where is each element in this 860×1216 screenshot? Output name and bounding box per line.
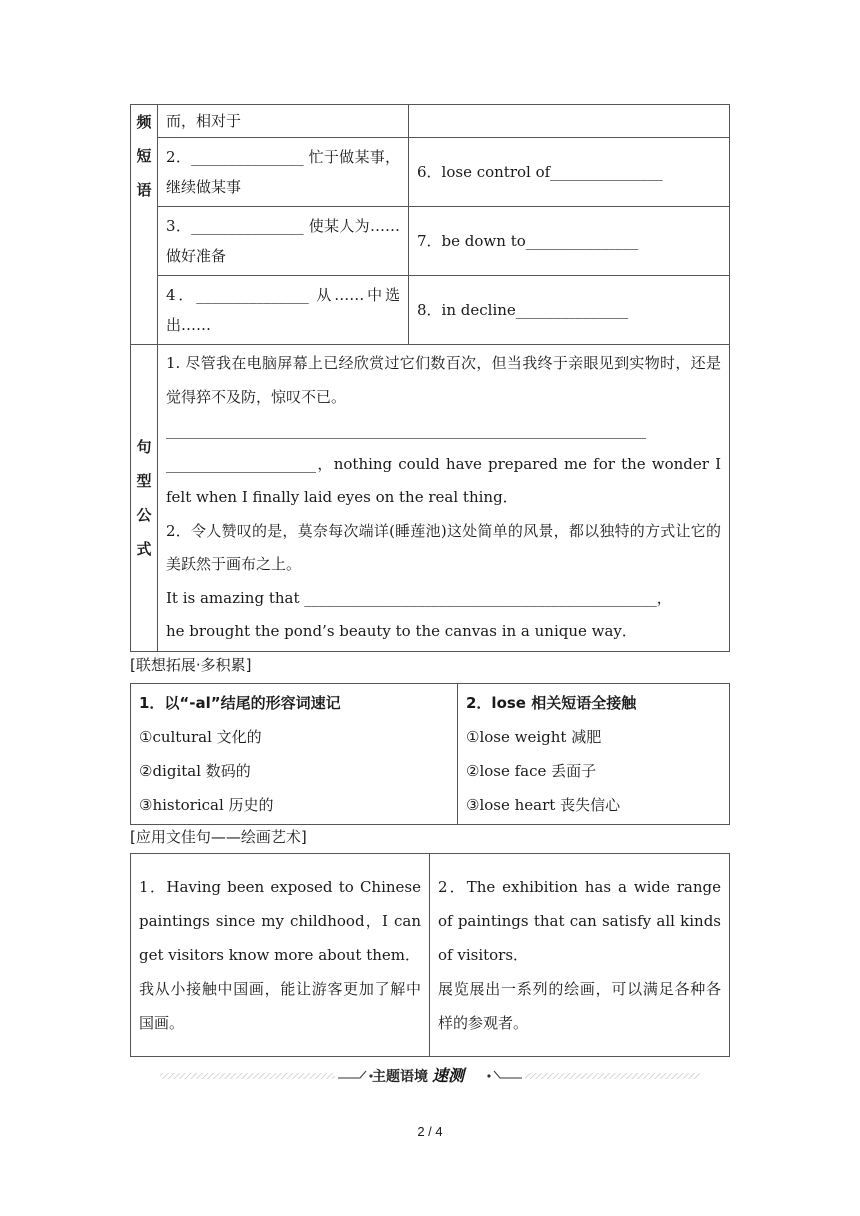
writing-table — [130, 853, 730, 1057]
sentence-1-en: ____________________，nothing could have prepared me for the wonder I felt when I finally laid eyes on the real thing． — [166, 454, 721, 506]
sentence-2-en-2: he brought the pond’s beauty to the canvas in a unique way． — [166, 622, 637, 640]
phrase-right-2: 6．lose control of_______________ — [417, 163, 663, 181]
banner-hatch-left — [160, 1073, 335, 1079]
banner-hatch-right — [525, 1073, 700, 1079]
expand-right-item: ③lose heart 丧失信心 — [466, 796, 621, 814]
expand-left-item: ②digital 数码的 — [139, 762, 251, 780]
side-char: 公 — [136, 505, 152, 524]
side-char: 频 — [136, 113, 152, 131]
side-char: 式 — [136, 539, 152, 558]
sentence-1-blank: ________________________________________________________________ — [166, 421, 646, 439]
side-char: 短 — [136, 147, 152, 165]
sentence-block — [158, 345, 729, 651]
banner-text-a: 主题语境 — [372, 1069, 428, 1085]
writing-right-cn: 展览展出一系列的绘画，可以满足各种各样的参观者。 — [438, 980, 721, 1032]
phrase-left-4: 4．_______________ 从……中选出…… — [166, 286, 400, 334]
side-char: 语 — [136, 181, 152, 199]
topic-test-banner — [160, 1064, 700, 1088]
sentences-side-label — [131, 345, 158, 652]
phrase-right-3: 7．be down to_______________ — [417, 232, 639, 250]
expand-left-item: ①cultural 文化的 — [139, 728, 262, 746]
expand-right-item: ①lose weight 减肥 — [466, 728, 602, 746]
side-char: 型 — [136, 471, 152, 490]
expand-table — [130, 683, 730, 825]
expand-right-item: ②lose face 丢面子 — [466, 762, 597, 780]
sentence-2-cn: 2．令人赞叹的是，莫奈每次端详(睡莲池)这处简单的风景，都以独特的方式让它的美跃然于画布之上。 — [166, 521, 721, 573]
phrases-side-label — [131, 105, 158, 345]
sentence-2-en-1: It is amazing that _______________________________________________， — [166, 588, 672, 607]
expand-left-heading: 1．以“-al”结尾的形容词速记 — [139, 694, 341, 712]
page-number: 2 / 4 — [417, 1124, 443, 1139]
expand-right-heading: 2．lose 相关短语全接触 — [466, 694, 637, 712]
expand-left-item: ③historical 历史的 — [139, 796, 274, 814]
sentence-1-cn: 1. 尽管我在电脑屏幕上已经欣赏过它们数百次，但当我终于亲眼见到实物时，还是觉得猝不及防，惊叹不已。 — [166, 354, 721, 406]
phrase-left-2: 2．_______________ 忙于做某事，继续做某事 — [166, 148, 400, 196]
writing-left-cn: 我从小接触中国画，能让游客更加了解中国画。 — [139, 980, 421, 1032]
section-expand-title: [联想拓展·多积累] — [130, 656, 252, 674]
writing-left-en: 1．Having been exposed to Chinese paintings since my childhood，I can get visitors know more about them． — [139, 878, 421, 964]
phrase-right-4: 8．in decline_______________ — [417, 301, 629, 319]
phrase-right-1 — [409, 105, 729, 113]
section-writing-title: [应用文佳句——绘画艺术] — [130, 828, 307, 846]
side-char: 句 — [136, 437, 152, 456]
writing-right-en: 2．The exhibition has a wide range of paintings that can satisfy all kinds of visitors． — [438, 878, 721, 964]
banner-text-b: 速测 — [432, 1066, 465, 1085]
phrase-left-1: 而，相对于 — [166, 112, 242, 130]
vocab-table — [130, 104, 730, 652]
phrase-left-3: 3．_______________ 使某人为……做好准备 — [166, 217, 400, 265]
